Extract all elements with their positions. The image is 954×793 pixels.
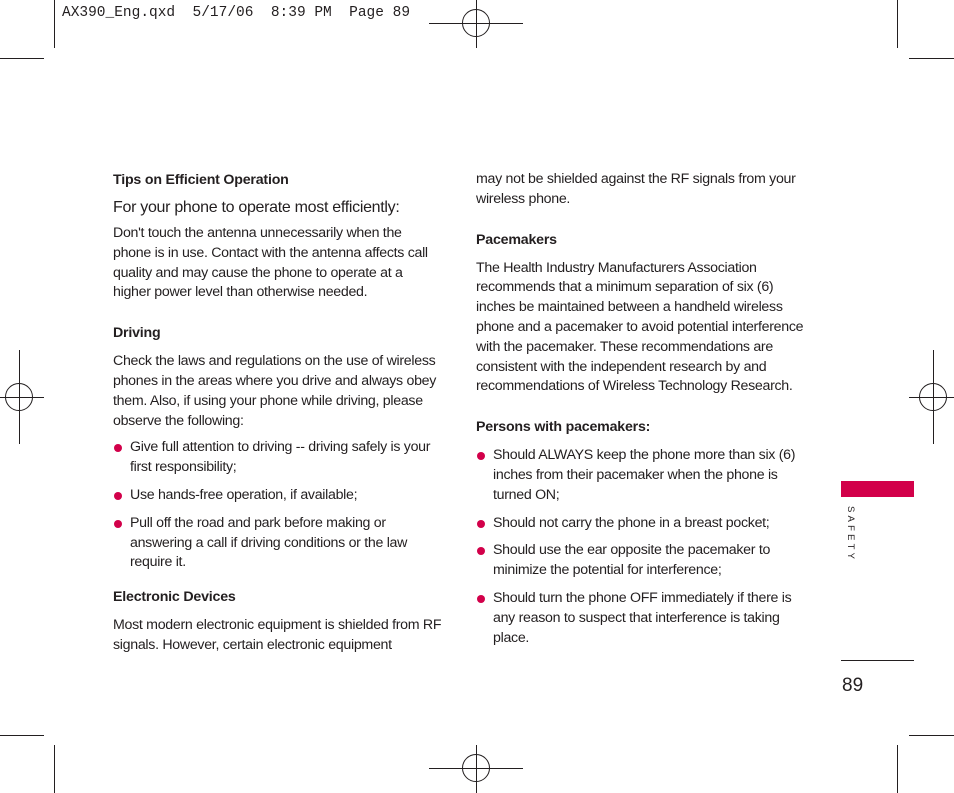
print-slug: AX390_Eng.qxd 5/17/06 8:39 PM Page 89 <box>62 5 411 21</box>
section-tab <box>841 481 914 497</box>
list-item: Should turn the phone OFF immediately if there is any reason to suspect that interference is taking place. <box>476 589 806 648</box>
list-item: Should ALWAYS keep the phone more than six (6) inches from their pacemaker when the phone is turned ON; <box>476 446 806 505</box>
subheading-efficiency: For your phone to operate most efficiently: <box>113 199 400 216</box>
list-item: Should not carry the phone in a breast pocket; <box>476 514 806 534</box>
pacemaker-bullet-list <box>476 446 806 648</box>
heading-pacemakers: Pacemakers <box>476 231 557 248</box>
heading-tips: Tips on Efficient Operation <box>113 172 289 188</box>
bullet-dot-icon <box>114 520 122 528</box>
heading-driving: Driving <box>113 325 161 342</box>
driving-bullet-list <box>113 438 443 573</box>
page-number-rule <box>841 660 914 661</box>
driving-paragraph: Check the laws and regulations on the use of wireless phones in the areas where you drive and always obey them. Also, if using your phone while driving, please observe the following: <box>113 353 437 429</box>
heading-persons-with-pacemakers: Persons with pacemakers: <box>476 419 651 436</box>
bullet-dot-icon <box>477 595 485 603</box>
left-column <box>113 170 443 656</box>
continued-paragraph: may not be shielded against the RF signals from your wireless phone. <box>476 171 796 207</box>
bullet-dot-icon <box>477 452 485 460</box>
list-item: Should use the ear opposite the pacemaker to minimize the potential for interference; <box>476 541 806 581</box>
page-number: 89 <box>842 675 864 696</box>
bullet-dot-icon <box>114 444 122 452</box>
list-item: Pull off the road and park before making or answering a call if driving conditions or the law require it. <box>113 514 443 573</box>
section-label: SAFETY <box>845 506 856 563</box>
tips-paragraph: Don't touch the antenna unnecessarily when the phone is in use. Contact with the antenna affects call quality and may cause the phone to operate at a higher power level than otherwise needed. <box>113 225 428 301</box>
pacemakers-paragraph: The Health Industry Manufacturers Association recommends that a minimum separation of six (6) inches be maintained between a handheld wireless phone and a pacemaker to avoid potential interference with the pacemaker. These recommendations are consistent with the independent research by and recommendations of Wireless Technology Research. <box>476 259 804 395</box>
bullet-dot-icon <box>477 520 485 528</box>
list-item: Use hands-free operation, if available; <box>113 486 443 506</box>
electronic-paragraph: Most modern electronic equipment is shielded from RF signals. However, certain electronic equipment <box>113 617 442 653</box>
bullet-dot-icon <box>114 492 122 500</box>
right-column <box>476 170 806 656</box>
heading-electronic-devices: Electronic Devices <box>113 589 236 606</box>
bullet-dot-icon <box>477 547 485 555</box>
list-item: Give full attention to driving -- driving safely is your first responsibility; <box>113 438 443 478</box>
